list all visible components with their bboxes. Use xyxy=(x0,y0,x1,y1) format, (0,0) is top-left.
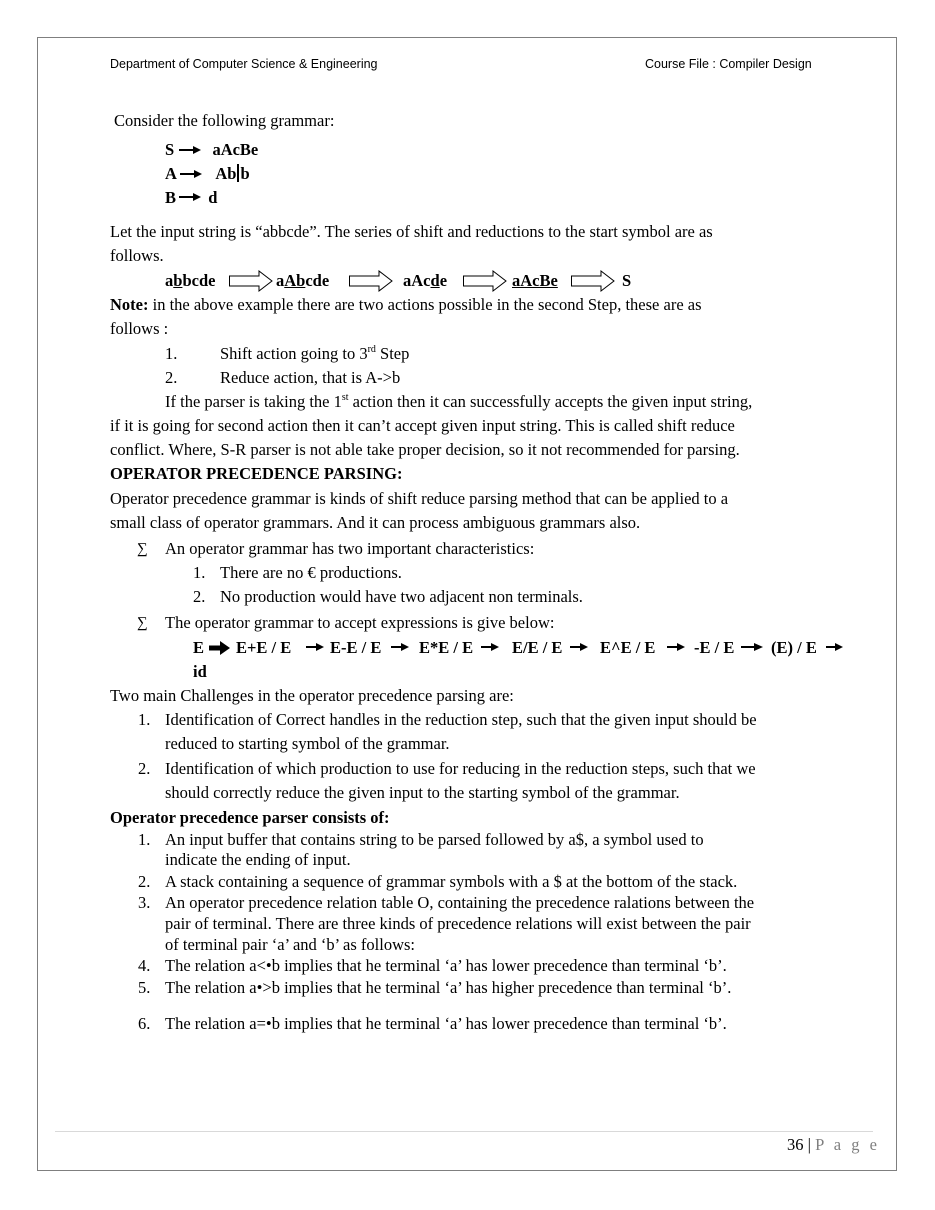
list-item-num: 1. xyxy=(165,344,178,363)
list-item: Identification of which production to use for reducing in the reduction steps, such that we xyxy=(165,759,756,778)
list-item-cont: indicate the ending of input. xyxy=(165,850,351,869)
derive-arrow-icon xyxy=(180,169,204,179)
list-item-num: 3. xyxy=(138,893,151,912)
expr-part: E^E / E xyxy=(600,638,656,657)
note-label: Note: xyxy=(110,295,149,314)
list-item: No production would have two adjacent non terminals. xyxy=(220,587,583,606)
list-item: The relation a=•b implies that he terminal ‘a’ has lower precedence than terminal ‘b’. xyxy=(165,1014,727,1033)
step-arrow-icon xyxy=(571,270,615,292)
grammar-rhs: aAcBe xyxy=(212,140,259,159)
sigma-bullet-icon: ∑ xyxy=(137,541,148,557)
step-arrow-icon xyxy=(349,270,393,292)
bullet-text: The operator grammar to accept expressions is give below: xyxy=(165,613,555,632)
list-item-num: 5. xyxy=(138,978,151,997)
list-item: There are no € productions. xyxy=(220,563,402,582)
input-string-text: Let the input string is “abbcde”. The series of shift and reductions to the start symbol are as xyxy=(110,222,713,241)
list-item-cont: pair of terminal. There are three kinds of precedence relations will exist between the pair xyxy=(165,914,751,933)
list-item: Identification of Correct handles in the reduction step, such that the given input should be xyxy=(165,710,757,729)
list-item-num: 2. xyxy=(165,368,178,387)
expr-part: (E) / E xyxy=(771,638,817,657)
expr-part: E/E / E xyxy=(512,638,563,657)
note-line-cont: follows : xyxy=(110,319,169,338)
paragraph-line: small class of operator grammars. And it can process ambiguous grammars also. xyxy=(110,513,641,532)
page-num: 36 xyxy=(787,1135,804,1154)
derive-arrow-icon xyxy=(306,642,326,652)
list-item: A stack containing a sequence of grammar symbols with a $ at the bottom of the stack. xyxy=(165,872,738,891)
paragraph-line: if it is going for second action then it can’t accept given input string. This is called shift reduce xyxy=(110,416,735,435)
list-item-cont: should correctly reduce the given input to the starting symbol of the grammar. xyxy=(165,783,680,802)
grammar-rhs-alt: b xyxy=(240,164,250,183)
list-item: The relation a<•b implies that he terminal ‘a’ has lower precedence than terminal ‘b’. xyxy=(165,956,727,975)
step-arrow-icon xyxy=(229,270,273,292)
thick-arrow-icon xyxy=(209,641,231,655)
list-item: An input buffer that contains string to be parsed followed by a$, a symbol used to xyxy=(165,830,704,849)
grammar-rule-a xyxy=(165,162,250,186)
sigma-bullet-icon: ∑ xyxy=(137,615,148,631)
consists-title: Operator precedence parser consists of: xyxy=(110,808,390,827)
input-string-text-cont: follows. xyxy=(110,246,164,265)
page-word: P a g e xyxy=(815,1135,880,1154)
list-item-num: 1. xyxy=(193,563,206,582)
list-item-cont: of terminal pair ‘a’ and ‘b’ as follows: xyxy=(165,935,416,954)
list-item-num: 4. xyxy=(138,956,151,975)
derive-arrow-icon xyxy=(741,642,765,652)
expr-lhs: E xyxy=(193,638,205,657)
intro-text: Consider the following grammar: xyxy=(114,111,335,130)
derive-arrow-icon xyxy=(481,642,501,652)
list-item: Reduce action, that is A->b xyxy=(220,368,401,387)
list-item: Shift action going to 3rd Step xyxy=(220,343,410,363)
section-heading: OPERATOR PRECEDENCE PARSING: xyxy=(110,464,403,483)
list-item: The relation a•>b implies that he terminal ‘a’ has higher precedence than terminal ‘b’. xyxy=(165,978,732,997)
header-right: Course File : Compiler Design xyxy=(645,57,812,71)
derive-arrow-icon xyxy=(179,145,203,155)
derivation-step: aAbcde xyxy=(276,271,330,290)
grammar-rhs: d xyxy=(208,188,218,207)
derive-arrow-icon xyxy=(570,642,590,652)
paragraph-line: Operator precedence grammar is kinds of shift reduce parsing method that can be applied to a xyxy=(110,489,729,508)
derive-arrow-icon xyxy=(826,642,846,652)
list-item: An operator precedence relation table O, containing the precedence ralations between the xyxy=(165,893,755,912)
expr-part: E*E / E xyxy=(419,638,474,657)
list-item-num: 1. xyxy=(138,710,151,729)
list-item-num: 1. xyxy=(138,830,151,849)
derivation-step: aAcde xyxy=(403,271,448,290)
note-text: in the above example there are two actions possible in the second Step, these are as xyxy=(148,295,702,314)
derivation-step: S xyxy=(622,271,632,290)
note-line xyxy=(110,293,702,317)
paragraph-line: conflict. Where, S-R parser is not able take proper decision, so it not recommended for parsing. xyxy=(110,440,740,459)
expr-part: E-E / E xyxy=(330,638,382,657)
expr-part: E+E / E xyxy=(236,638,292,657)
grammar-lhs: S xyxy=(165,140,175,159)
page-sep: | xyxy=(807,1135,811,1154)
derivation-step: abbcde xyxy=(165,271,216,290)
derive-arrow-icon xyxy=(667,642,687,652)
list-item-num: 2. xyxy=(138,872,151,891)
bullet-text: An operator grammar has two important characteristics: xyxy=(165,539,535,558)
list-item-cont: reduced to starting symbol of the grammar. xyxy=(165,734,450,753)
list-item-num: 6. xyxy=(138,1014,151,1033)
step-arrow-icon xyxy=(463,270,507,292)
grammar-rhs: Ab xyxy=(215,164,237,183)
derivation-step: aAcBe xyxy=(512,271,558,290)
page-number xyxy=(787,1133,880,1157)
list-item-num: 2. xyxy=(138,759,151,778)
derive-arrow-icon xyxy=(391,642,411,652)
expr-last: id xyxy=(193,662,207,681)
challenges-title: Two main Challenges in the operator precedence parsing are: xyxy=(110,686,514,705)
paragraph-line: If the parser is taking the 1st action then it can successfully accepts the given input string, xyxy=(165,391,753,411)
header-left: Department of Computer Science & Engineering xyxy=(110,57,378,71)
expr-part: -E / E xyxy=(694,638,735,657)
list-item-num: 2. xyxy=(193,587,206,606)
footer-divider xyxy=(55,1131,873,1132)
grammar-lhs: B xyxy=(165,188,177,207)
derive-arrow-icon xyxy=(179,192,203,202)
grammar-lhs: A xyxy=(165,164,177,183)
